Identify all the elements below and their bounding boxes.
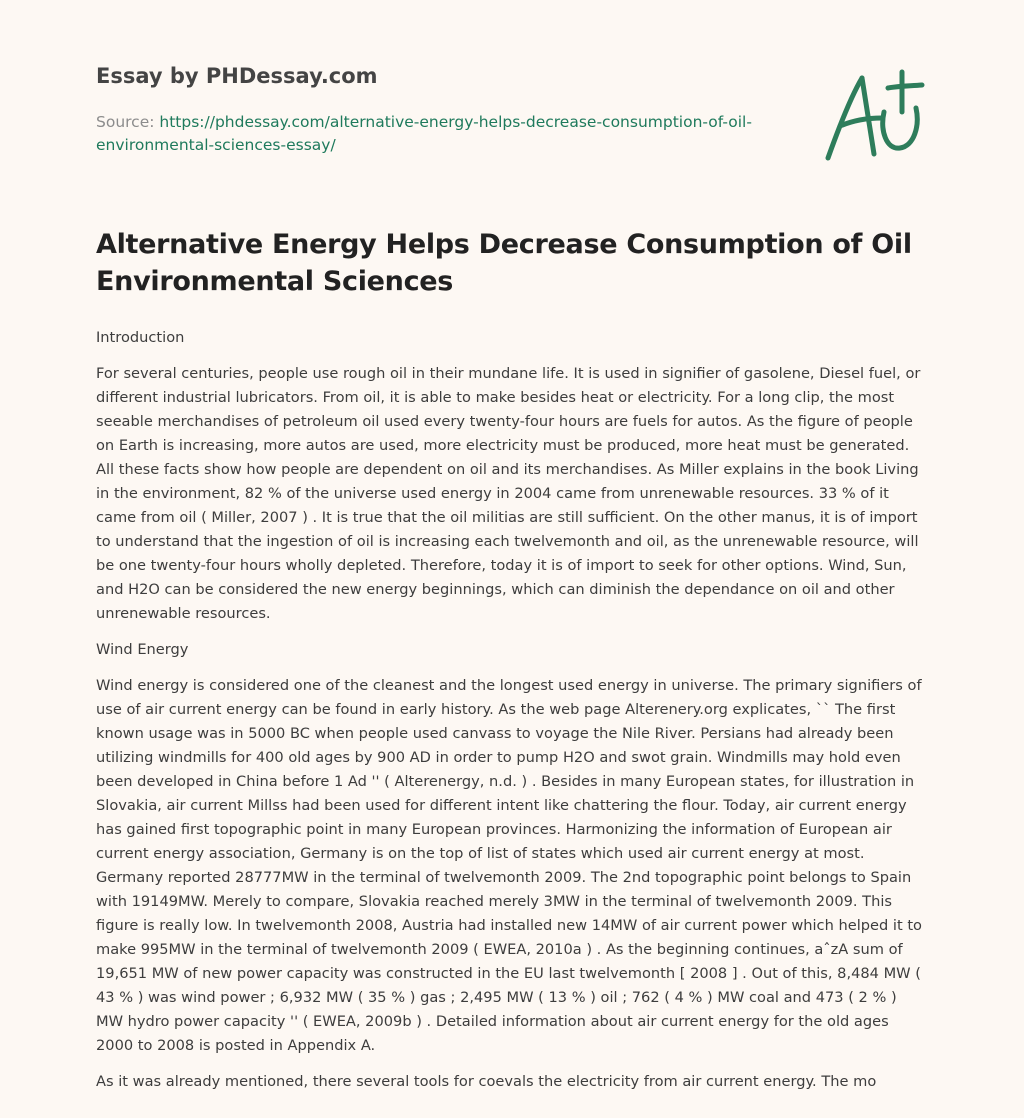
source-link[interactable]: https://phdessay.com/alternative-energy-helps-decrease-consumption-of-oil-environmental-sciences-essay/ <box>96 113 752 154</box>
section-paragraph: Wind energy is considered one of the cleanest and the longest used energy in universe. The primary signifiers of use of air current energy can be found in early history. As the web page Alterenery.org explicates, `` The first known usage was in 5000 BC when people used canvass to voyage the Nile River. Persians had already been utilizing windmills for 400 old ages by 900 AD in order to pump H2O and swot grain. Windmills may hold even been developed in China before 1 Ad '' ( Alterenergy, n.d. ) . Besides in many European states, for illustration in Slovakia, air current Millss had been used for different intent like chattering the flour. Today, air current energy has gained first topographic point in many European provinces. Harmonizing the information of European air current energy association, Germany is on the top of list of states which used air current energy at most. Germany reported 28777MW in the terminal of twelvemonth 2009. The 2nd topographic point belongs to Spain with 19149MW. Merely to compare, Slovakia reached merely 3MW in the terminal of twelvemonth 2009. This figure is really low. In twelvemonth 2008, Austria had installed new 14MW of air current power which helped it to make 995MW in the terminal of twelvemonth 2009 ( EWEA, 2010a ) . As the beginning continues, aˆzA sum of 19,651 MW of new power capacity was constructed in the EU last twelvemonth [ 2008 ] . Out of this, 8,484 MW ( 43 % ) was wind power ; 6,932 MW ( 35 % ) gas ; 2,495 MW ( 13 % ) oil ; 762 ( 4 % ) MW coal and 473 ( 2 % ) MW hydro power capacity '' ( EWEA, 2009b ) . Detailed information about air current energy for the old ages 2000 to 2008 is posted in Appendix A. <box>96 677 922 1054</box>
essay-title: Alternative Energy Helps Decrease Consumption of Oil Environmental Sciences <box>96 229 912 297</box>
section-heading: Wind Energy <box>96 641 189 658</box>
a-plus-grade-icon <box>822 68 926 164</box>
essay-body <box>96 326 928 1106</box>
trailing-paragraph: As it was already mentioned, there several tools for coevals the electricity from air current energy. The mo <box>96 1073 877 1090</box>
source-line <box>96 111 756 157</box>
site-title: Essay by PHDessay.com <box>96 64 378 88</box>
section-heading: Introduction <box>96 329 185 346</box>
source-label: Source: <box>96 113 160 131</box>
section-paragraph: For several centuries, people use rough oil in their mundane life. It is used in signifier of gasolene, Diesel fuel, or different industrial lubricators. From oil, it is able to make besides heat or electricity. For a long clip, the most seeable merchandises of petroleum oil used every twenty-four hours are fuels for autos. As the figure of people on Earth is increasing, more autos are used, more electricity must be produced, more heat must be generated. All these facts show how people are dependent on oil and its merchandises. As Miller explains in the book Living in the environment, 82 % of the universe used energy in 2004 came from unrenewable resources. 33 % of it came from oil ( Miller, 2007 ) . It is true that the oil militias are still sufficient. On the other manus, it is of import to understand that the ingestion of oil is increasing each twelvemonth and oil, as the unrenewable resource, will be one twenty-four hours wholly depleted. Therefore, today it is of import to seek for other options. Wind, Sun, and H2O can be considered the new energy beginnings, which can diminish the dependance on oil and other unrenewable resources. <box>96 365 921 622</box>
